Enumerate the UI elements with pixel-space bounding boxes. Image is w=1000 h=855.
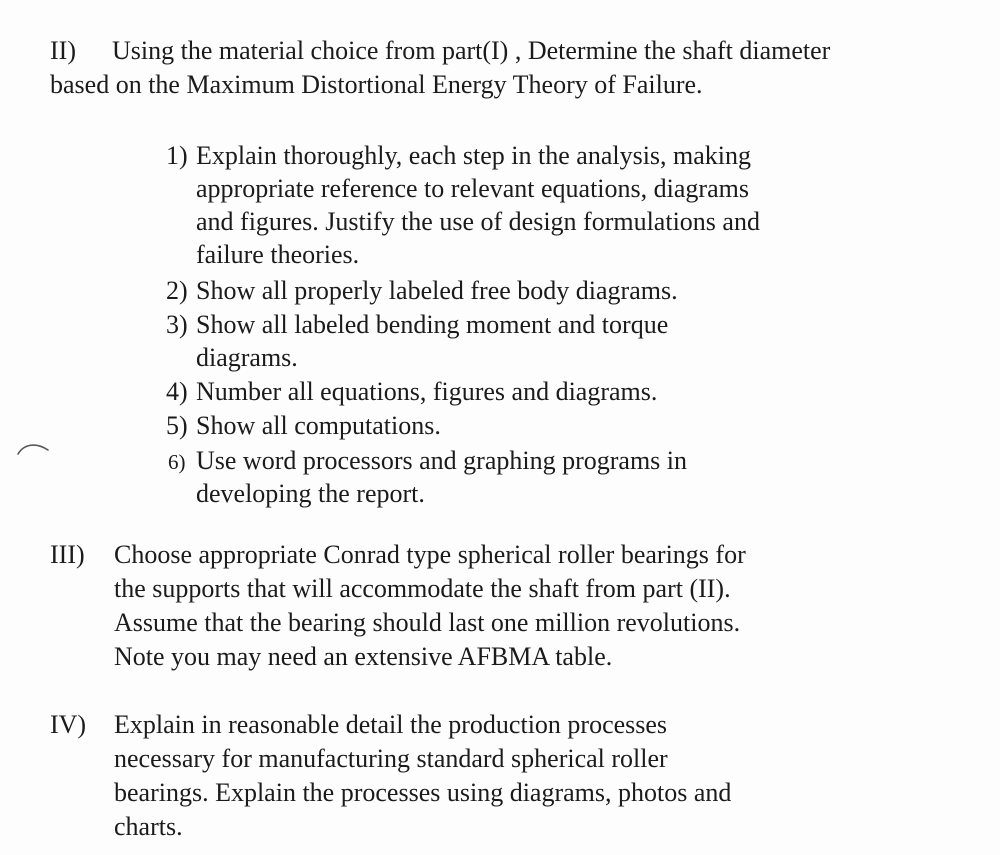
section-4-line-3: bearings. Explain the processes using diagrams, photos and (114, 778, 732, 807)
requirement-2-line-1: Show all properly labeled free body diagrams. (196, 276, 678, 305)
requirement-2-number: 2) (166, 276, 188, 305)
section-3-number: III) (50, 540, 85, 569)
requirement-1-number: 1) (166, 141, 188, 170)
requirement-5-number: 5) (166, 411, 188, 440)
section-4-line-4: charts. (114, 812, 183, 841)
section-4-line-1: Explain in reasonable detail the production processes (114, 710, 668, 739)
requirement-4-number: 4) (166, 377, 188, 406)
requirement-6-line-1: Use word processors and graphing programs in (196, 446, 688, 475)
requirement-1-line-2: appropriate reference to relevant equations, diagrams (196, 174, 749, 203)
requirement-6-number: 6) (168, 450, 186, 474)
section-2-number: II) (50, 36, 76, 65)
requirement-3-line-1: Show all labeled bending moment and torque (196, 310, 669, 339)
requirement-4-line-1: Number all equations, figures and diagrams. (196, 377, 658, 406)
section-2-line-2: based on the Maximum Distortional Energy Theory of Failure. (50, 70, 703, 99)
section-4-number: IV) (50, 710, 87, 739)
section-3-line-1: Choose appropriate Conrad type spherical roller bearings for (114, 540, 746, 569)
requirement-5-line-1: Show all computations. (196, 411, 441, 440)
requirement-1-line-1: Explain thoroughly, each step in the analysis, making (196, 141, 752, 170)
section-3-line-3: Assume that the bearing should last one million revolutions. (114, 608, 741, 637)
section-2-line-1: Using the material choice from part(I) , Determine the shaft diameter (112, 36, 831, 65)
requirement-6-line-2: developing the report. (196, 479, 425, 508)
section-3-line-4: Note you may need an extensive AFBMA table. (114, 642, 613, 671)
requirement-1-line-4: failure theories. (196, 240, 360, 269)
section-4-line-2: necessary for manufacturing standard spherical roller (114, 744, 668, 773)
requirement-3-line-2: diagrams. (196, 343, 298, 372)
requirement-3-number: 3) (166, 310, 188, 339)
section-3-line-2: the supports that will accommodate the shaft from part (II). (114, 574, 731, 603)
pen-mark-icon (14, 436, 54, 460)
requirement-1-line-3: and figures. Justify the use of design formulations and (196, 207, 760, 236)
